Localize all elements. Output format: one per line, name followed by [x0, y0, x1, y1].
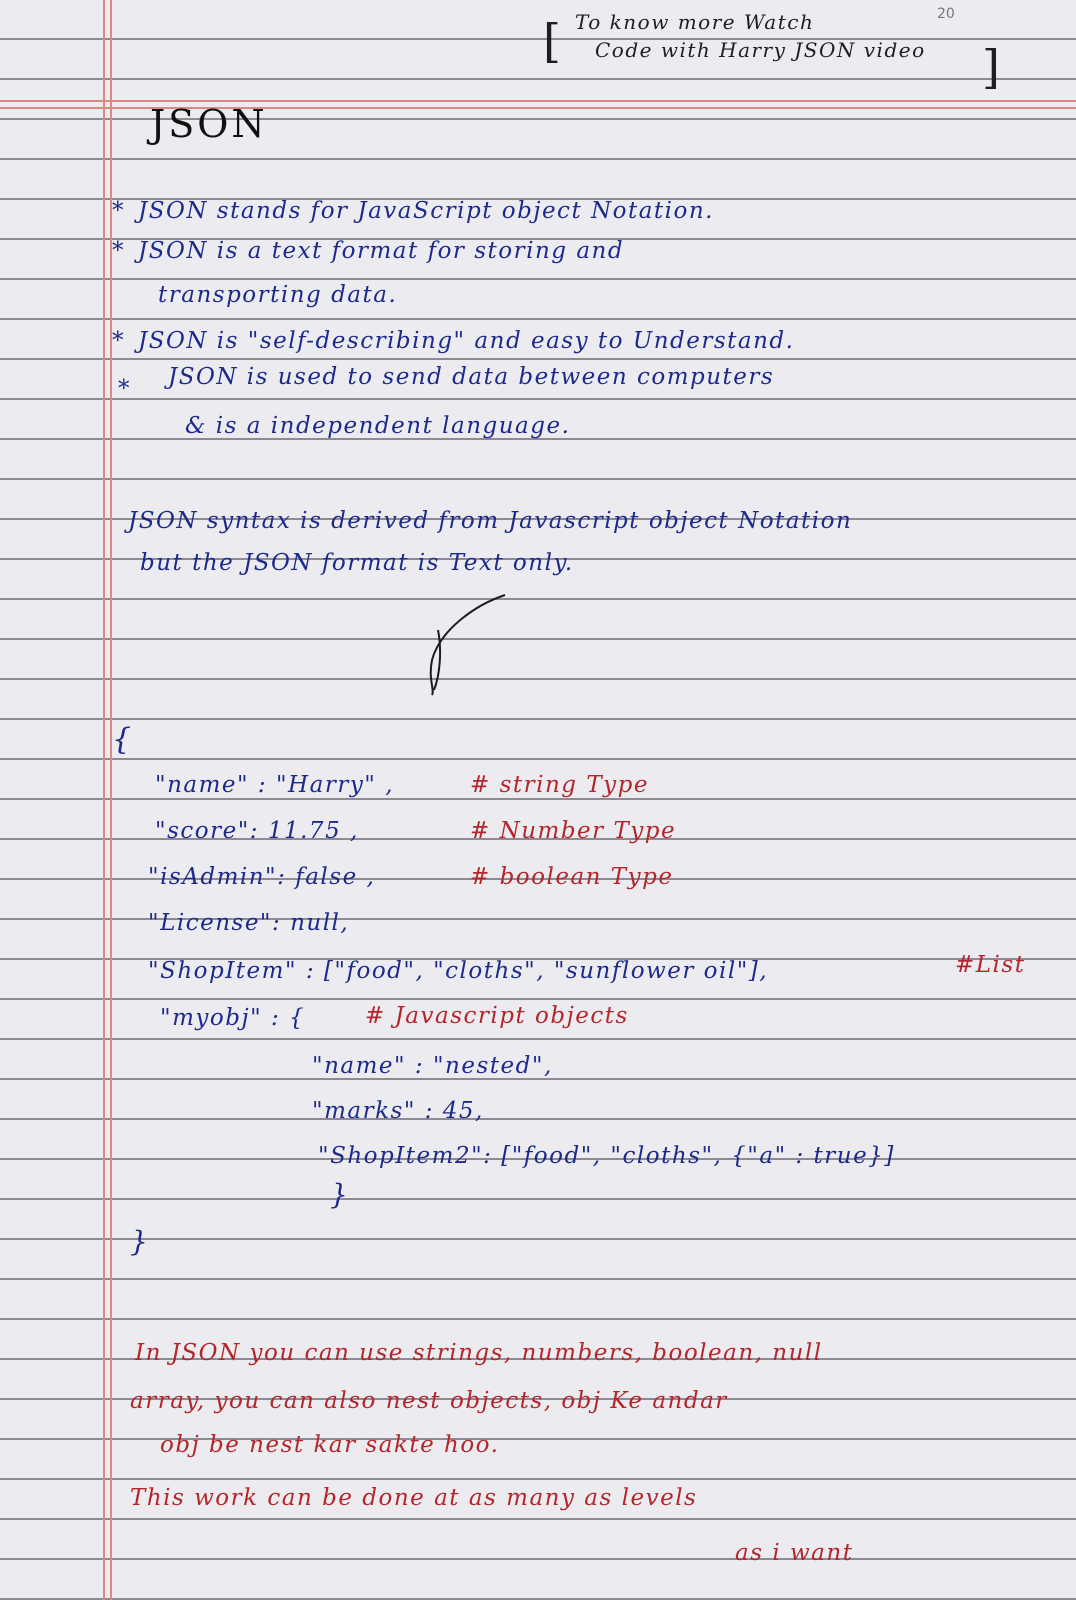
code-comment: # Number Type — [470, 818, 677, 844]
code-comment: # boolean Type — [470, 864, 674, 890]
summary-line: In JSON you can use strings, numbers, boolean, null — [135, 1340, 823, 1366]
page-number: 20 — [937, 6, 955, 22]
nested-code-line: "name" : "nested", — [312, 1053, 553, 1079]
nested-close-brace: } — [330, 1178, 350, 1211]
code-comment: #List — [955, 952, 1026, 978]
margin-line-left-outer — [103, 0, 105, 1600]
code-line: "myobj" : { — [160, 1005, 306, 1031]
summary-line: obj be nest kar sakte hoo. — [160, 1432, 500, 1458]
bullet-continuation: & is a independent language. — [185, 413, 571, 439]
code-comment: # string Type — [470, 772, 649, 798]
note-close-bracket: ] — [982, 40, 1000, 94]
code-line: "ShopItem" : ["food", "cloths", "sunflower oil"], — [148, 958, 769, 984]
summary-line: array, you can also nest objects, obj Ke andar — [130, 1388, 728, 1414]
code-line: "isAdmin": false , — [148, 864, 376, 890]
bullet-marker: * — [112, 328, 125, 354]
bullet-text: JSON is used to send data between computers — [168, 364, 775, 390]
code-open-brace: { — [112, 722, 133, 757]
bullet-text: JSON stands for JavaScript object Notation. — [138, 198, 714, 224]
note-line-1: To know more Watch — [575, 10, 815, 34]
bullet-marker: * — [112, 238, 125, 264]
code-line: "License": null, — [148, 910, 350, 936]
syntax-note-line-1: JSON syntax is derived from Javascript object Notation — [128, 508, 853, 534]
code-comment: # Javascript objects — [365, 1003, 629, 1029]
bullet-text: JSON is a text format for storing and — [138, 238, 625, 264]
code-line: "name" : "Harry" , — [155, 772, 395, 798]
summary-line: as i want — [735, 1540, 854, 1566]
bullet-text: JSON is "self-describing" and easy to Understand. — [138, 328, 795, 354]
nested-code-line: "marks" : 45, — [312, 1098, 484, 1124]
bullet-marker: * — [118, 376, 131, 402]
bullet-continuation: transporting data. — [158, 282, 398, 308]
code-line: "score": 11.75 , — [155, 818, 359, 844]
note-open-bracket: [ — [543, 14, 561, 68]
nested-code-line: "ShopItem2": ["food", "cloths", {"a" : true}] — [318, 1143, 895, 1169]
code-close-brace: } — [130, 1225, 150, 1258]
note-line-2: Code with Harry JSON video — [595, 38, 926, 62]
summary-line: This work can be done at as many as levels — [130, 1485, 698, 1511]
syntax-note-line-2: but the JSON format is Text only. — [140, 550, 574, 576]
doodle-stroke — [420, 590, 520, 700]
page-title: JSON — [150, 102, 268, 146]
bullet-marker: * — [112, 198, 125, 224]
